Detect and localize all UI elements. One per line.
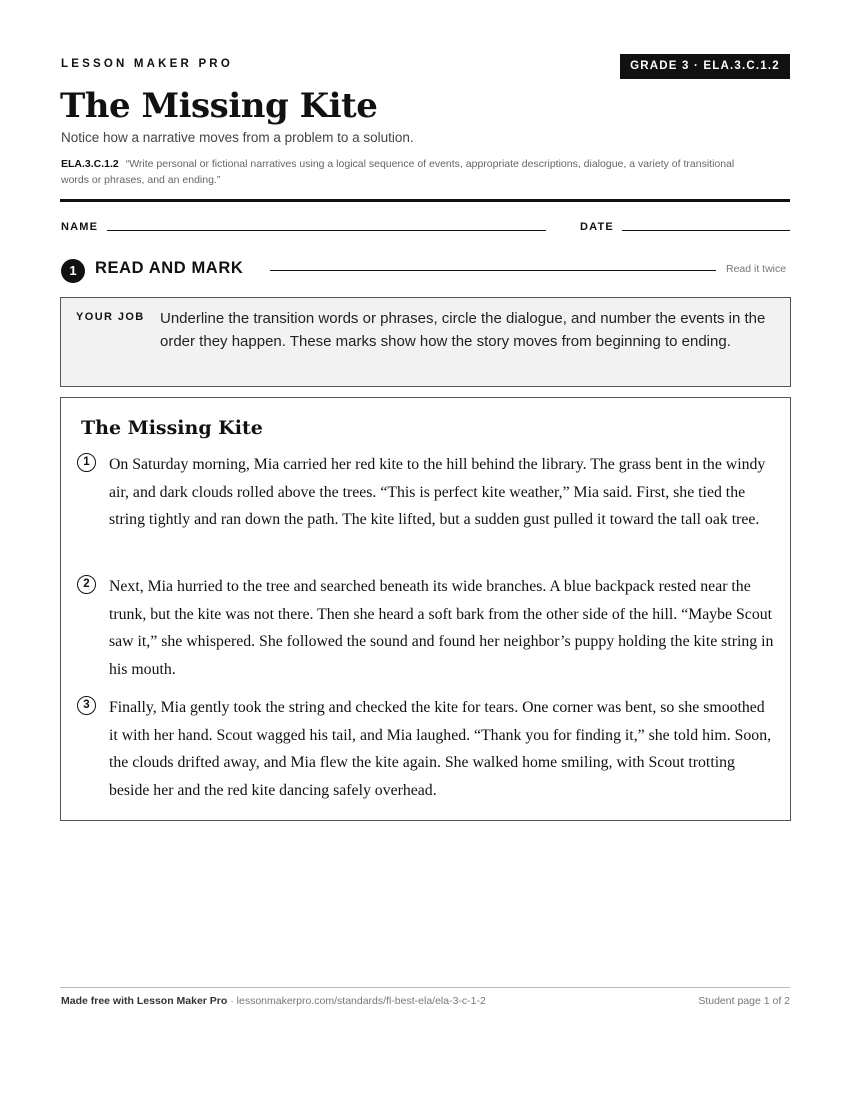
footer-divider [60,987,790,988]
date-label: DATE [580,221,614,233]
standard-description [61,156,761,188]
footer-made-with: Made free with Lesson Maker Pro [61,995,228,1007]
section-divider [270,270,716,271]
story-box [60,397,791,821]
paragraph-text: Finally, Mia gently took the string and checked the kite for tears. One corner was bent, so she smoothed it with her hand. Scout wagged his tail, and Mia laughed. “Thank you for finding it,” she told him. Soon, the clouds drifted away, and Mia flew the kite again. She walked home smiling, with Scout trotting beside her and the red kite dancing safely overhead. [109,699,772,799]
name-label: NAME [61,221,99,233]
paragraph-text: Next, Mia hurried to the tree and searched beneath its wide branches. A blue backpack rested near the trunk, but the kite was not there. Then she heard a soft bark from the other side of the hill. “Maybe Scout saw it,” she whispered. She followed the sound and found her neighbor’s puppy holding the kite string in his mouth. [109,578,774,678]
story-title: The Missing Kite [81,417,263,439]
section-number-badge: 1 [61,259,85,283]
name-field[interactable] [107,230,546,231]
paragraph-number-icon: 2 [77,575,96,594]
your-job-box [60,297,791,387]
header-divider [60,199,790,202]
section-note: Read it twice [726,263,787,275]
standard-text: “Write personal or fictional narratives using a logical sequence of events, appropriate descriptions, dialogue, a variety of transitional words or phrases, and an ending.” [61,158,735,186]
brand-name: LESSON MAKER PRO [61,58,233,70]
footer-url-link[interactable]: lessonmakerpro.com/standards/fl-best-ela/ela-3-c-1-2 [236,995,486,1007]
footer-page-number: Student page 1 of 2 [698,995,790,1007]
paragraph-text: On Saturday morning, Mia carried her red kite to the hill behind the library. The grass bent in the windy air, and dark clouds rolled above the trees. “This is perfect kite weather,” Mia said. First, she tied the string tightly and ran down the path. The kite lifted, but a sudden gust pulled it toward the tall oak tree. [109,456,766,528]
footer-separator: · [227,995,237,1007]
your-job-label: YOUR JOB [76,311,145,323]
footer-credit [61,995,486,1007]
page-subtitle: Notice how a narrative moves from a problem to a solution. [61,130,414,145]
date-field[interactable] [622,230,790,231]
paragraph-number-icon: 1 [77,453,96,472]
section-title: READ AND MARK [95,259,244,277]
page-title: The Missing Kite [60,86,378,126]
grade-badge: GRADE 3 · ELA.3.C.1.2 [620,54,790,79]
your-job-instructions: Underline the transition words or phrases, circle the dialogue, and number the events in the order they happen. These marks show how the story moves from beginning to ending. [160,310,766,350]
standard-code: ELA.3.C.1.2 [61,158,119,170]
paragraph-number-icon: 3 [77,696,96,715]
